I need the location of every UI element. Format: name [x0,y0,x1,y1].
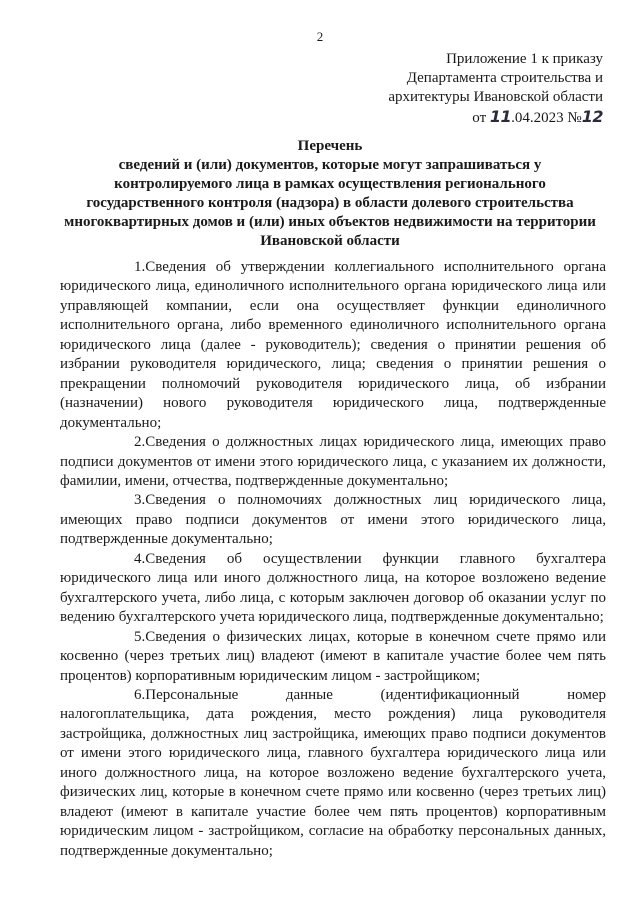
list-item [60,628,606,686]
items-list [60,258,606,861]
item-text: Сведения о полномочиях должностных лиц юридического лица, имеющих право подписи документов от имени этого юридического лица, подтвержденные документально; [60,492,606,548]
item-number: 4. [134,550,146,567]
list-item [60,491,606,549]
appendix-header [388,50,603,128]
title-line-1: Перечень [297,138,363,154]
handwritten-day: 11 [489,107,512,126]
list-item [60,550,606,628]
appendix-line-3: архитектуры Ивановской области [388,89,603,105]
title-line-3: контролируемого лица в рамках осуществления регионального [114,176,546,192]
list-item [60,258,606,433]
item-text: Сведения об осуществлении функции главного бухгалтера юридического лица или иного должностного лица, на которое возложено ведение бухгалтерского учета, либо лица, с которым заключен договор об оказании услуг по ведению бухгалтерского учета юридического лица, подтвержденные документально; [60,550,606,626]
appendix-line-1: Приложение 1 к приказу [446,51,603,67]
title-line-4: государственного контроля (надзора) в области долевого строительства [86,195,574,211]
item-number: 2. [134,434,146,451]
date-prefix: от [472,110,490,126]
page-number: 2 [316,29,324,44]
document-title [40,137,620,251]
item-number: 3. [134,492,146,509]
appendix-date-line [388,107,603,128]
appendix-line-2: Департамента строительства и [406,70,603,86]
list-item [60,686,606,861]
title-line-2: сведений и (или) документов, которые могут запрашиваться у [118,157,542,173]
date-rest: .04.2023 № [511,110,582,126]
item-text: Персональные данные (идентификационный номер налогоплательщика, дата рождения, место рождения) лица руководителя застройщика, должностных лиц застройщика, имеющих право подписи документов от имени этого юридического лица, главного бухгалтера юридического лица или иного должностного лица, на которое возложено ведение бухгалтерского учета, физических лиц, которые в конечном счете прямо или косвенно (через третьих лиц) владеют (имеют в капитале участие более чем пять процентов) корпоративным юридическим лицом - застройщиком, согласие на обработку персональных данных, подтвержденные документально; [60,686,606,859]
title-line-5: многоквартирных домов и (или) иных объектов недвижимости на территории [64,214,596,230]
item-number: 5. [134,628,146,645]
item-text: Сведения об утверждении коллегиального исполнительного органа юридического лица, единоличного исполнительного органа юридического лица или управляющей компании, если она осуществляет функции единоличного исполнительного органа, либо временного единоличного исполнительного органа юридического лица (далее - руководитель); сведения о принятии решения об избрании руководителя юридического, лица; сведения о принятии решения о прекращении полномочий руководителя юридического лица, об избрании (назначении) нового руководителя юридического лица, подтвержденные документально; [60,259,606,431]
item-text: Сведения о должностных лицах юридического лица, имеющих право подписи документов от имени этого юридического лица, с указанием их должности, фамилии, имени, отчества, подтвержденные документально; [60,434,606,489]
title-line-6: Ивановской области [260,233,400,249]
list-item [60,433,606,491]
item-number: 6. [134,686,146,703]
handwritten-order-number: 12 [581,107,603,126]
item-number: 1. [134,259,146,275]
item-text: Сведения о физических лицах, которые в конечном счете прямо или косвенно (через третьих лиц) владеют (имеют в капитале участие более чем пять процентов) корпоративным юридическим лицом - застройщиком; [60,628,606,684]
